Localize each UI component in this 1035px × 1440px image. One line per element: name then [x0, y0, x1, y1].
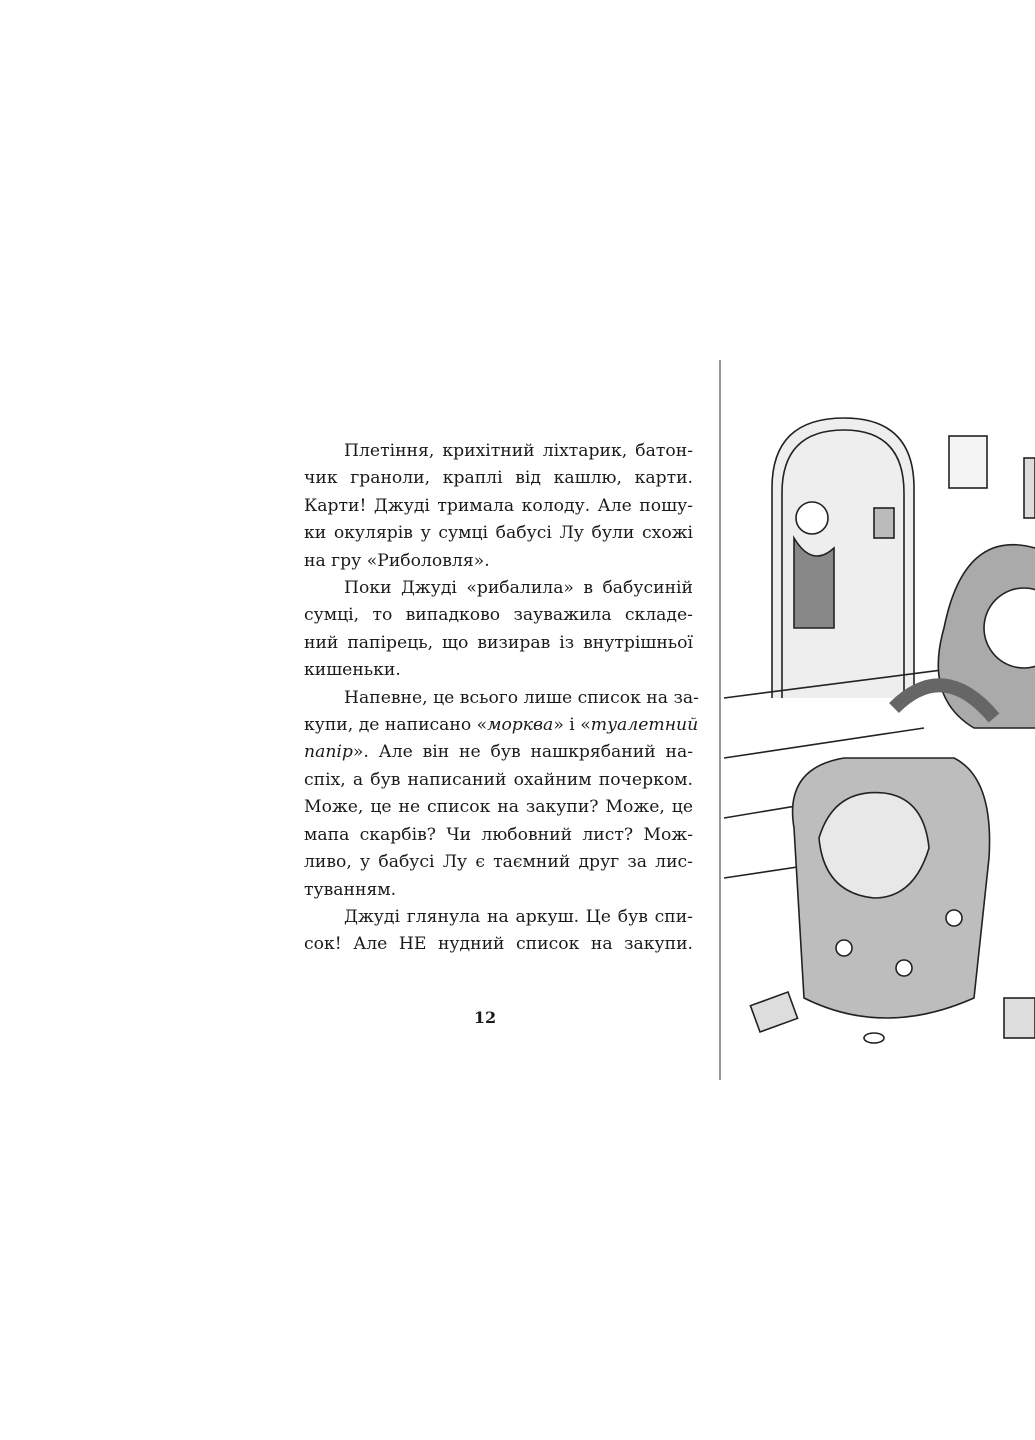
page-gutter-divider	[719, 360, 721, 1080]
text-span: ». Але він не був нашкрябаний на-	[352, 742, 693, 763]
text-line: чик граноли, краплі від кашлю, карти.	[304, 468, 693, 489]
text-span: » і «	[553, 715, 591, 736]
text-line: на гру «Риболовля».	[304, 550, 490, 571]
text-line: Джуді глянула на аркуш. Це був спи-	[344, 906, 693, 927]
text-line: Напевне, це всього лише список на за-	[344, 687, 699, 708]
italic-word: морква	[487, 715, 554, 736]
text-line: туванням.	[304, 879, 397, 900]
text-line	[304, 739, 693, 766]
body-text	[304, 438, 699, 959]
text-line: Карти! Джуді тримала колоду. Але пошу-	[304, 495, 693, 516]
text-line: сумці, то випадково зауважила складе-	[304, 605, 693, 626]
text-line: спіх, а був написаний охайним почерком.	[304, 769, 693, 790]
text-line: мапа скарбів? Чи любовний лист? Мож-	[304, 824, 693, 845]
text-line: Поки Джуді «рибалила» в бабусиній	[344, 578, 693, 599]
italic-word: туалетний	[590, 715, 699, 736]
text-line: ний папірець, що визирав із внутрішньої	[304, 632, 693, 653]
text-line: сок! Але НЕ нудний список на закупи.	[304, 934, 693, 955]
text-line: Плетіння, крихітний ліхтарик, батон-	[344, 441, 693, 461]
text-span: купи, де написано «	[304, 715, 488, 736]
text-line: ливо, у бабусі Лу є таємний друг за лис-	[304, 852, 693, 873]
page-number: 12	[473, 1008, 497, 1027]
text-line: кишеньки.	[304, 660, 401, 681]
illustration	[724, 398, 1035, 1058]
italic-word: папір	[304, 742, 353, 763]
text-line	[304, 712, 699, 739]
text-line: Може, це не список на закупи? Може, це	[304, 797, 693, 818]
text-line: ки окулярів у сумці бабусі Лу були схожі	[304, 523, 693, 544]
